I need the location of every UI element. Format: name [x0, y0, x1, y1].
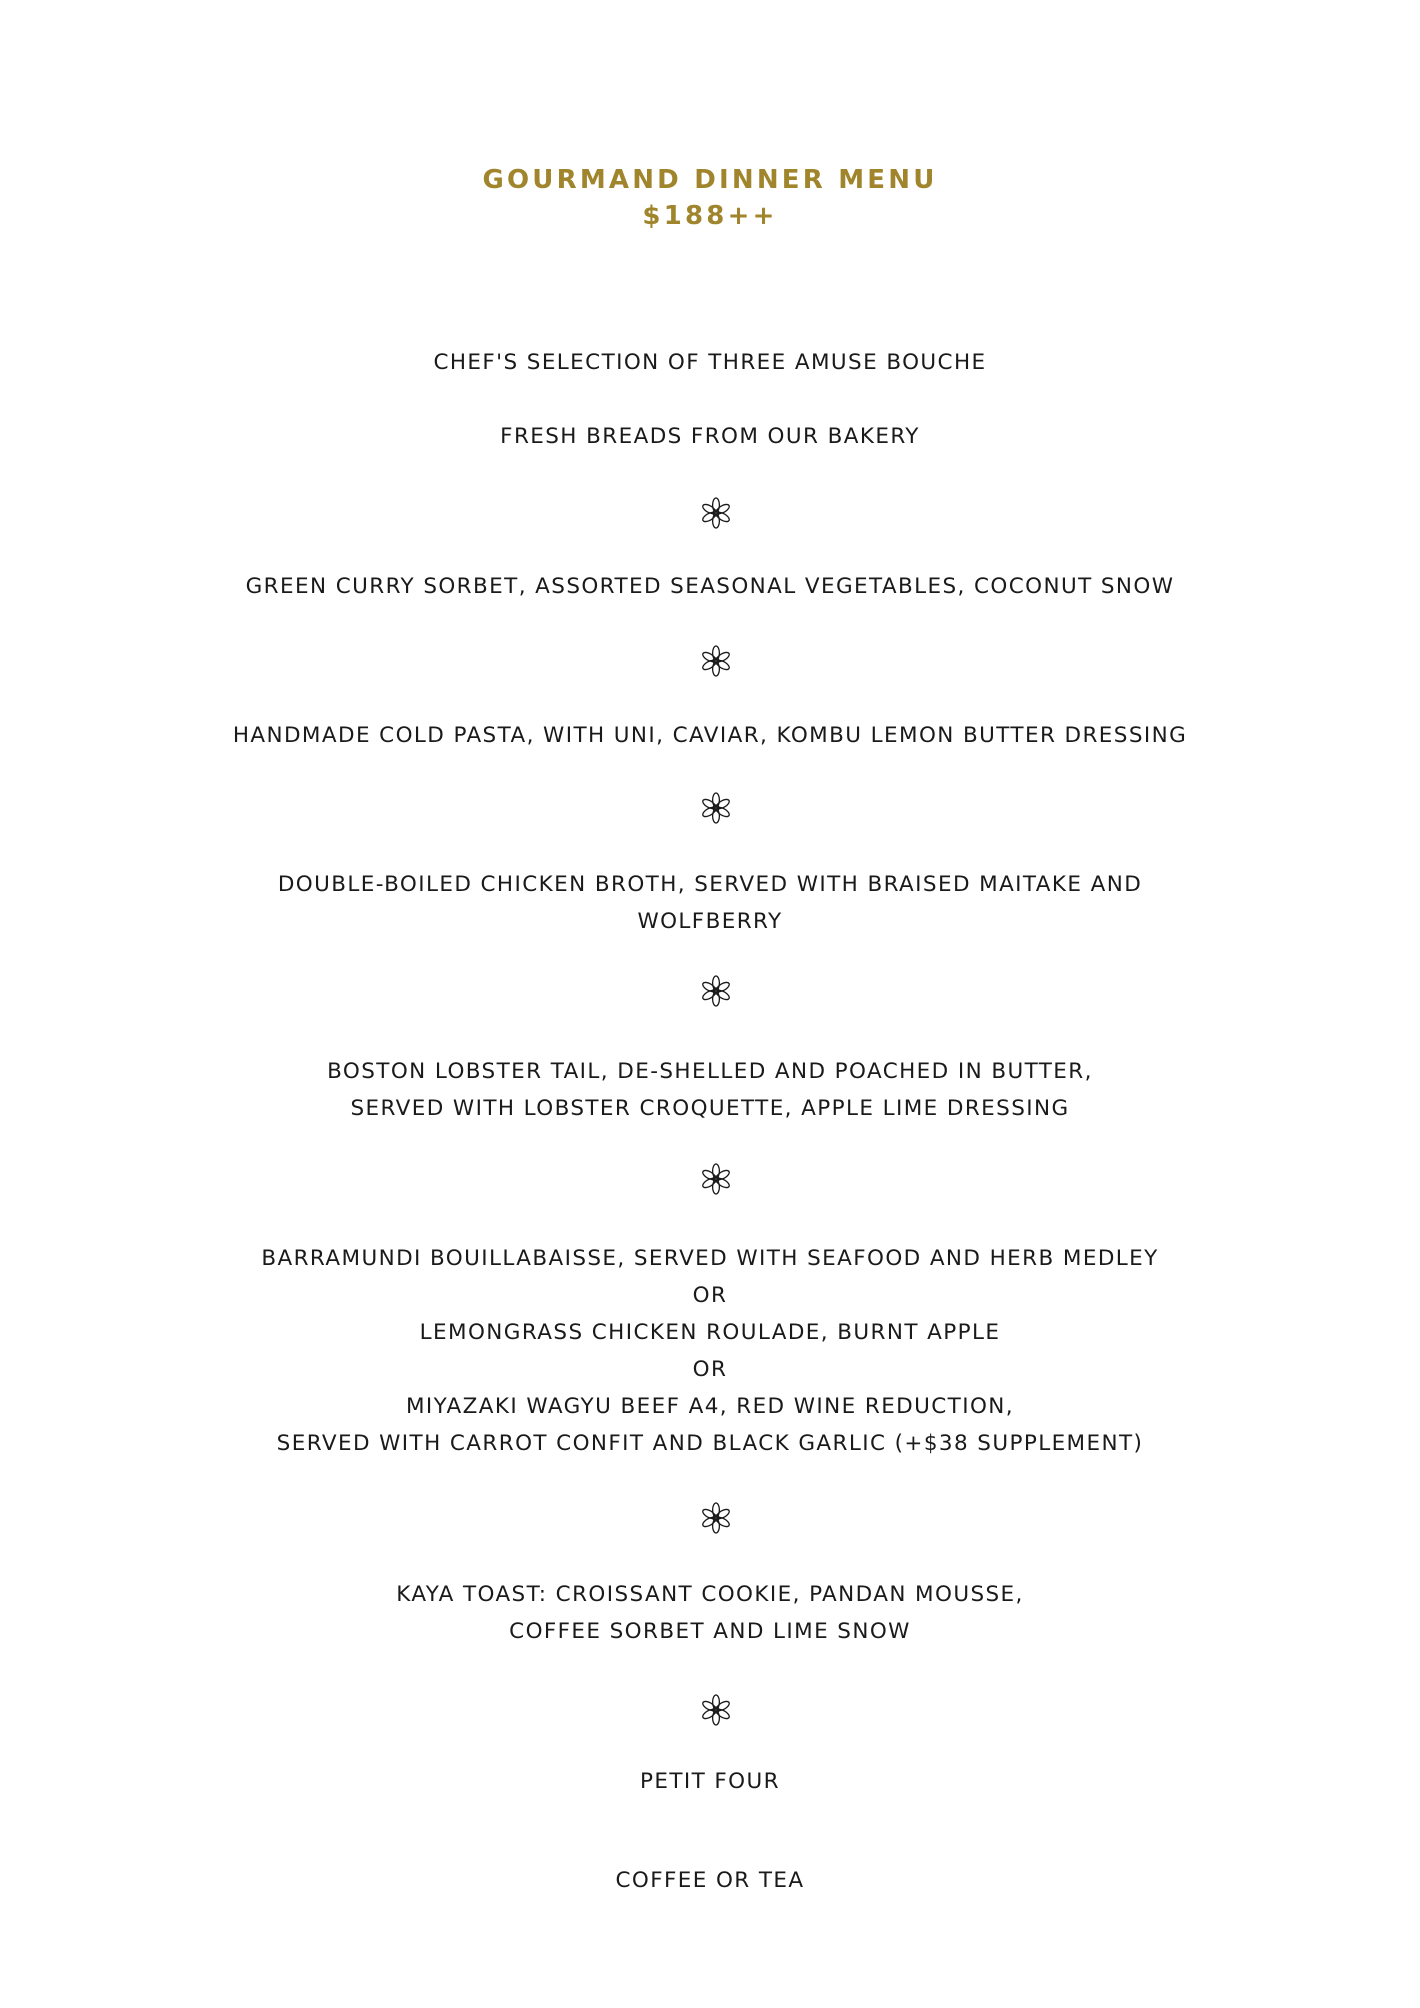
broth-course-line-2: WOLFBERRY	[637, 909, 783, 934]
flower-ornament-icon	[699, 644, 733, 678]
broth-course-line-1: DOUBLE-BOILED CHICKEN BROTH, SERVED WITH BRAISED MAITAKE AND	[277, 872, 1143, 897]
flower-ornament-icon	[699, 1501, 733, 1535]
dessert-course-line-1: KAYA TOAST: CROISSANT COOKIE, PANDAN MOUSSE,	[396, 1582, 1024, 1607]
flower-ornament-icon	[699, 496, 733, 530]
lobster-course-line-1: BOSTON LOBSTER TAIL, DE-SHELLED AND POACHED IN BUTTER,	[327, 1059, 1093, 1084]
flower-ornament-icon	[699, 974, 733, 1008]
main-course-or-2: OR	[692, 1357, 728, 1382]
breads-item: FRESH BREADS FROM OUR BAKERY	[500, 424, 920, 449]
petit-four-item: PETIT FOUR	[640, 1769, 780, 1794]
menu-title: GOURMAND DINNER MENU	[482, 165, 938, 195]
main-course-line-5: MIYAZAKI WAGYU BEEF A4, RED WINE REDUCTION,	[405, 1394, 1014, 1419]
amuse-bouche-item: CHEF'S SELECTION OF THREE AMUSE BOUCHE	[433, 350, 987, 375]
main-course-or-1: OR	[692, 1283, 728, 1308]
main-course-line-1: BARRAMUNDI BOUILLABAISSE, SERVED WITH SEAFOOD AND HERB MEDLEY	[261, 1246, 1159, 1271]
pasta-course: HANDMADE COLD PASTA, WITH UNI, CAVIAR, KOMBU LEMON BUTTER DRESSING	[232, 723, 1188, 748]
menu-price: $188++	[642, 201, 778, 231]
flower-ornament-icon	[699, 1693, 733, 1727]
flower-ornament-icon	[699, 1162, 733, 1196]
dessert-course-line-2: COFFEE SORBET AND LIME SNOW	[509, 1619, 911, 1644]
sorbet-course: GREEN CURRY SORBET, ASSORTED SEASONAL VEGETABLES, COCONUT SNOW	[245, 574, 1175, 599]
flower-ornament-icon	[699, 791, 733, 825]
main-course-line-3: LEMONGRASS CHICKEN ROULADE, BURNT APPLE	[419, 1320, 1001, 1345]
lobster-course-line-2: SERVED WITH LOBSTER CROQUETTE, APPLE LIME DRESSING	[350, 1096, 1070, 1121]
main-course-line-6: SERVED WITH CARROT CONFIT AND BLACK GARLIC (+$38 SUPPLEMENT)	[276, 1431, 1144, 1456]
coffee-tea-item: COFFEE OR TEA	[615, 1868, 805, 1893]
